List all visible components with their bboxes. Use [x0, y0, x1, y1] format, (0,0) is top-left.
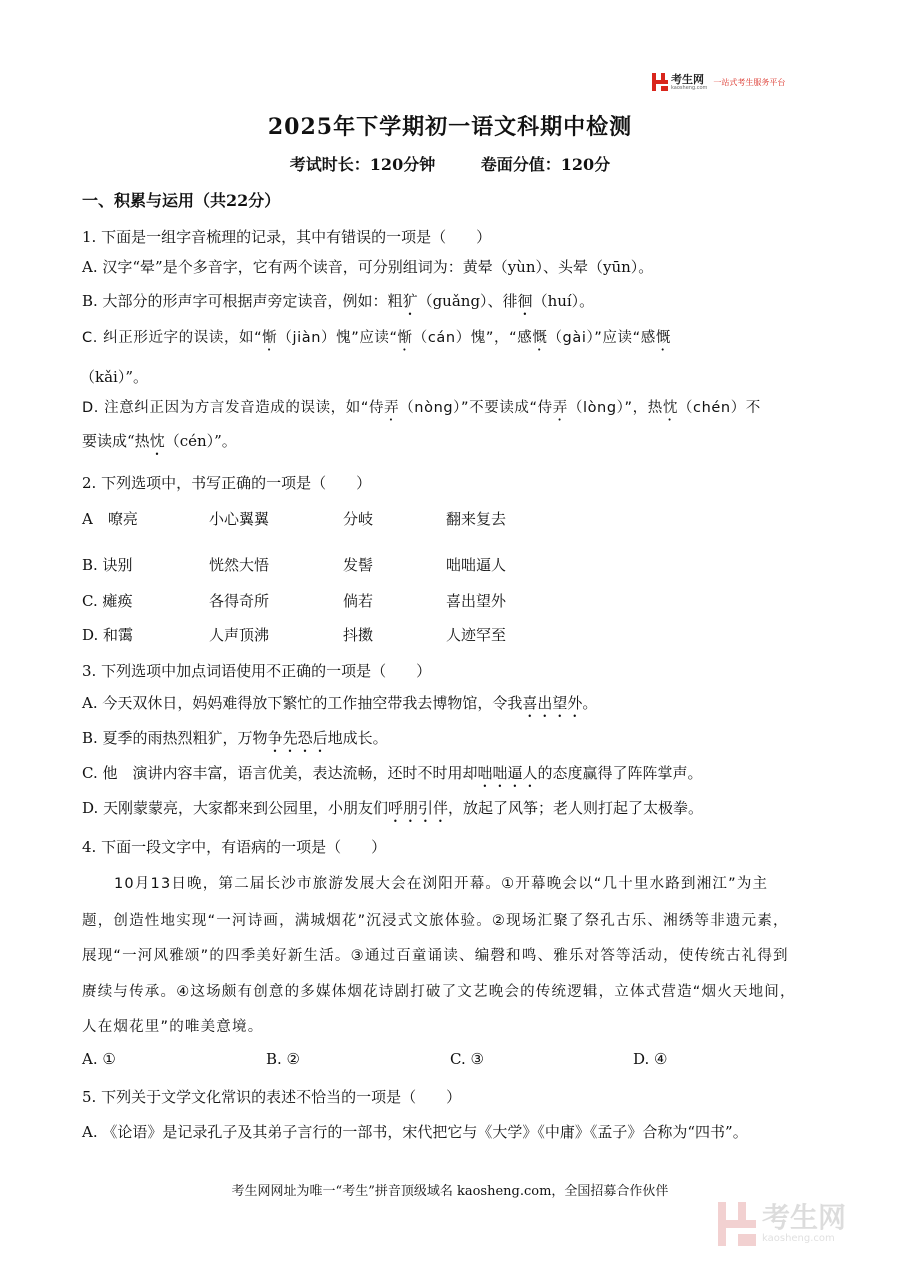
section-heading: 一、积累与运用（共22分） [82, 191, 281, 210]
watermark-url: kaosheng.com [762, 1233, 835, 1244]
q4-option-c: C. ③ [450, 1050, 484, 1068]
exam-score: 卷面分值：120分 [480, 155, 611, 174]
page-title: 2025年下学期初一语文科期中检测 [267, 114, 633, 140]
q3-option-a: A. 今天双休日，妈妈难得放下繁忙的工作抽空带我去博物馆，令我喜出望外。 [82, 694, 598, 712]
q3-option-b: B. 夏季的雨热烈粗犷，万物争先恐后地成长。 [82, 729, 388, 747]
kaosheng-watermark-icon [718, 1202, 756, 1246]
q1-option-d-line1: D. 注意纠正因为方言发音造成的误读，如“侍弄（nòng）”不要读成“侍弄（lòng）”，热忱（chén）不 [82, 400, 761, 416]
q4-option-a: A. ① [82, 1050, 116, 1068]
q5-option-a: A. 《论语》是记录孔子及其弟子言行的一部书，宋代把它与《大学》《中庸》《孟子》合称为“四书”。 [82, 1123, 748, 1141]
q1-option-b: B. 大部分的形声字可根据声旁定读音，例如：粗犷（guǎng）、徘徊（huí）。 [82, 292, 595, 310]
q1-option-d-line2: 要读成“热忱（cén）”。 [82, 432, 237, 450]
q2-stem: 2. 下列选项中，书写正确的一项是（ ） [82, 474, 372, 492]
q5-stem: 5. 下列关于文学文化常识的表述不恰当的一项是（ ） [82, 1088, 462, 1106]
q4-passage-line: 10月13日晚，第二届长沙市旅游发展大会在浏阳开幕。①开幕晚会以“几十里水路到湘江”为主 [114, 876, 769, 892]
q1-option-c-line1: C. 纠正形近字的误读，如“惭（jiàn）愧”应读“惭（cán）愧”，“感慨（gài）”应读“感慨 [82, 330, 671, 346]
logo-slogan: 一站式考生服务平台 [713, 77, 786, 87]
q1-stem: 1. 下面是一组字音梳理的记录，其中有错误的一项是（ ） [82, 228, 492, 246]
q4-passage-line: 展现“一河风雅颂”的四季美好新生活。③通过百童诵读、编磬和鸣、雅乐对答等活动，使传统古礼得到 [82, 948, 789, 964]
q3-option-d: D. 天刚蒙蒙亮，大家都来到公园里，小朋友们呼朋引伴，放起了风筝；老人则打起了太极拳。 [82, 799, 704, 817]
kaosheng-logo-icon [652, 73, 668, 91]
q3-option-c: C. 他 演讲内容丰富，语言优美，表达流畅，还时不时用却咄咄逼人的态度赢得了阵阵掌声。 [82, 764, 703, 782]
watermark [718, 1202, 846, 1246]
logo-name: 考生网 [671, 72, 704, 86]
header-logo [652, 70, 785, 94]
q2-row-d: D. 和霭 人声顶沸 抖擞 人迹罕至 [82, 626, 507, 644]
watermark-name: 考生网 [762, 1201, 847, 1234]
q2-row-b: B. 诀别 恍然大悟 发髻 咄咄逼人 [82, 556, 507, 574]
logo-url: kaosheng.com [671, 84, 708, 91]
q1-option-c-line2: （kǎi）”。 [80, 368, 148, 386]
q4-option-d: D. ④ [633, 1050, 668, 1068]
q1-option-a: A. 汉字“晕”是个多音字，它有两个读音，可分别组词为：黄晕（yùn）、头晕（yūn）。 [82, 258, 654, 276]
q4-option-b: B. ② [266, 1050, 301, 1068]
q4-passage-line: 赓续与传承。④这场颇有创意的多媒体烟花诗剧打破了文艺晚会的传统逻辑，立体式营造“烟火天地间， [82, 984, 796, 1000]
q2-row-a: A 嘹亮 小心翼翼 分岐 翻来复去 [82, 510, 507, 528]
q4-passage-line: 题，创造性地实现“一河诗画，满城烟花”沉浸式文旅体验。②现场汇聚了祭孔古乐、湘绣等非遗元素， [82, 913, 789, 929]
q4-passage-line: 人在烟花里”的唯美意境。 [82, 1019, 264, 1035]
q4-options [82, 1050, 802, 1070]
exam-duration: 考试时长：120分钟 [289, 155, 436, 174]
exam-info [0, 152, 900, 175]
q4-stem: 4. 下面一段文字中，有语病的一项是（ ） [82, 838, 387, 856]
q3-stem: 3. 下列选项中加点词语使用不正确的一项是（ ） [82, 662, 432, 680]
q2-row-c: C. 瘫痪 各得奇所 倘若 喜出望外 [82, 592, 507, 610]
page-footer: 考生网网址为唯一“考生”拼音顶级域名 kaosheng.com，全国招募合作伙伴 [231, 1184, 669, 1199]
